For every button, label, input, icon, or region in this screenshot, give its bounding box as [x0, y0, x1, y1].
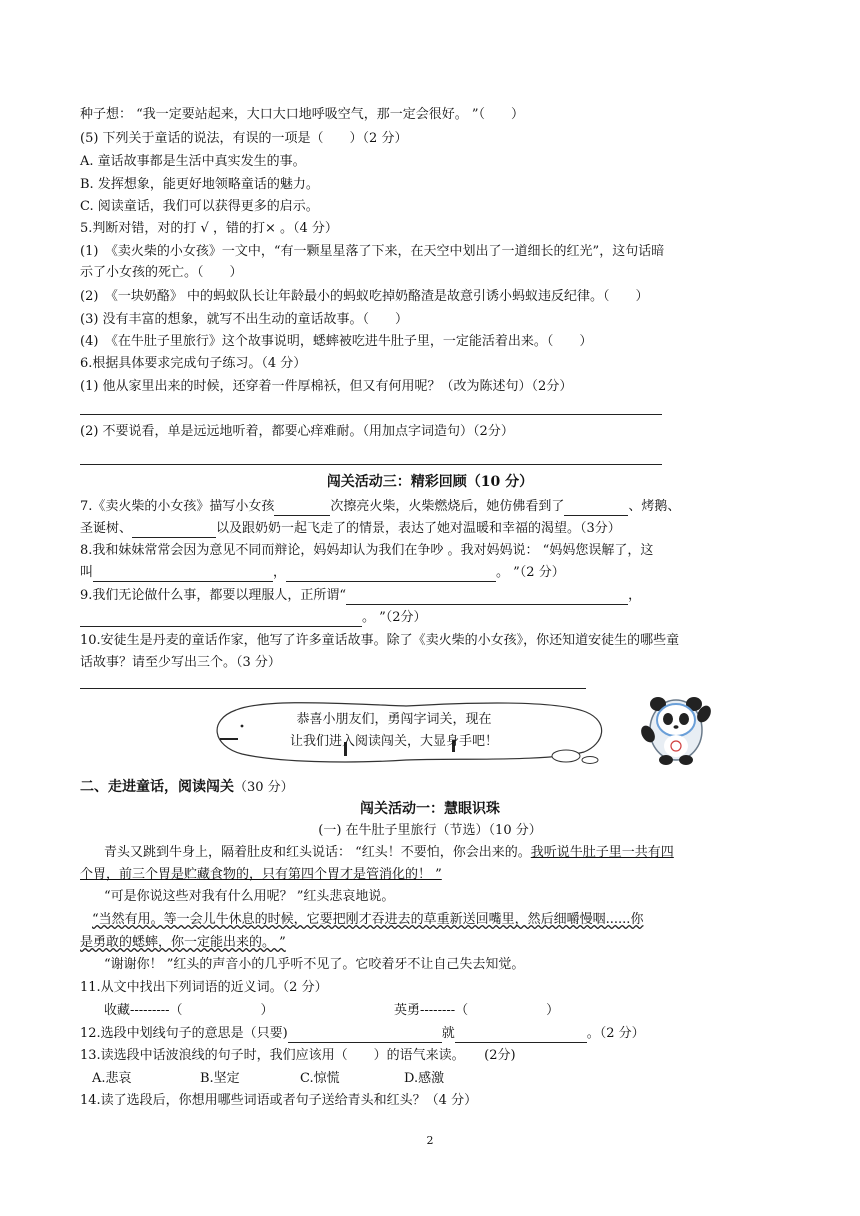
passage-paragraph-2: “可是你说这些对我有什么用呢？ ”红头悲哀地说。	[104, 889, 395, 904]
part-2-title: 二、走进童话，阅读闯关	[80, 779, 234, 795]
underlined-sentence: 我听说牛肚子里一共有四	[530, 845, 674, 860]
question-8-text: 。 ”（2 分）	[496, 565, 565, 580]
passage-title: (一) 在牛肚子里旅行（节选）（10 分）	[318, 823, 542, 838]
part-2-score: （30 分）	[234, 780, 294, 795]
question-7-text: 次擦亮火柴，火柴燃烧后，她仿佛看到了	[330, 499, 565, 514]
fill-blank[interactable]	[455, 1028, 587, 1043]
question-13: 13.读选段中话波浪线的句子时，我们应该用（ ）的语气来读。 (2分)	[80, 1048, 516, 1063]
question-10-line1: 10.安徒生是丹麦的童话作家，他写了许多童话故事。除了《卖火柴的小女孩》，你还知道安徒生的哪些童	[80, 633, 680, 648]
bubble-line-1: 恭喜小朋友们，勇闯字词关，现在	[296, 712, 492, 727]
question-12-text: 12.选段中划线句子的意思是（只要)	[80, 1026, 288, 1041]
question-11: 11.从文中找出下列词语的近义词。（2 分）	[80, 980, 328, 995]
judge-1-line2: 示了小女孩的死亡。（ ）	[80, 265, 243, 280]
passage-paragraph-4: “谢谢你！ ”红头的声音小的几乎听不见了。它咬着牙不让自己失去知觉。	[104, 957, 525, 972]
question-5-stem: (5) 下列关于童话的说法，有误的一项是（ ）（2 分）	[80, 131, 408, 146]
panda-mascot-icon	[636, 690, 716, 766]
passage-paragraph-3-line2	[80, 934, 286, 952]
question-9-text: 9.我们无论做什么事，都要以理服人，正所谓“	[80, 588, 347, 603]
option-c[interactable]: C.惊慌	[300, 1071, 340, 1086]
question-8-text: ，	[273, 565, 287, 580]
question-9-line1	[80, 587, 641, 605]
bubble-line-2: 让我们进入阅读闯关，大显身手吧！	[289, 734, 498, 749]
judge-4: (4) 《在牛肚子里旅行》这个故事说明，蟋蟀被吃进牛肚子里，一定能活着出来。（ ）	[80, 334, 593, 349]
seed-statement: 种子想： “我一定要站起来，大口大口地呼吸空气，那一定会很好。 ”（ ）	[80, 107, 525, 122]
fill-blank[interactable]	[288, 1028, 442, 1043]
question-7-text: 圣诞树、	[80, 521, 133, 536]
answer-line[interactable]	[80, 464, 662, 465]
question-12-text: 就	[441, 1026, 455, 1041]
question-8-line2	[80, 564, 565, 582]
underlined-sentence: 个胃，前三个胃是贮藏食物的，只有第四个胃才是管消化的！ ”	[80, 867, 442, 882]
question-14: 14.读了选段后，你想用哪些词语或者句子送给青头和红头？（4 分）	[80, 1093, 478, 1108]
question-7-text: 以及跟奶奶一起飞走了的情景，表达了她对温暖和幸福的渴望。（3分）	[216, 521, 621, 536]
fill-blank[interactable]	[274, 501, 330, 516]
passage-paragraph-1-line2	[80, 866, 442, 884]
question-11-item-a: 收藏---------（ ）	[104, 1003, 274, 1018]
question-5-option-b: B. 发挥想象，能更好地领略童话的魅力。	[80, 177, 319, 192]
question-5-option-a: A. 童话故事都是生活中真实发生的事。	[80, 154, 306, 169]
section-title-review: 闯关活动三：精彩回顾（10 分）	[326, 474, 534, 490]
option-d[interactable]: D.感激	[404, 1071, 445, 1086]
question-5-option-c: C. 阅读童话，我们可以获得更多的启示。	[80, 199, 319, 214]
question-6-1: (1) 他从家里出来的时候，还穿着一件厚棉袄，但又有何用呢？（改为陈述句）（2分）	[80, 379, 573, 394]
question-7-text: 7.《卖火柴的小女孩》描写小女孩	[80, 499, 275, 514]
answer-line[interactable]	[80, 688, 586, 689]
passage-paragraph-3-line1	[92, 911, 643, 929]
question-12-text: 。（2 分）	[586, 1026, 645, 1041]
question-12	[80, 1025, 645, 1043]
fill-blank[interactable]	[286, 567, 496, 582]
judge-3: (3) 没有丰富的想象，就写不出生动的童话故事。（ ）	[80, 312, 409, 327]
question-9-line2	[80, 609, 427, 627]
fill-blank[interactable]	[564, 501, 628, 516]
judge-1-line1: (1) 《卖火柴的小女孩》一文中，“有一颗星星落了下来，在天空中划出了一道细长的红光”，这句话暗	[80, 244, 665, 259]
question-9-text: ，	[628, 588, 642, 603]
part-2-heading	[80, 778, 294, 797]
fill-blank[interactable]	[93, 567, 273, 582]
question-6-2: (2) 不要说看，单是远远地听着，都要心痒难耐。（用加点字词造句）（2分）	[80, 424, 514, 439]
question-13-options	[92, 1070, 444, 1088]
judge-2: (2) 《一块奶酪》 中的蚂蚁队长让年龄最小的蚂蚁吃掉奶酪渣是故意引诱小蚂蚁违反纪律。（ ）	[80, 289, 649, 304]
question-8-text: 叫	[80, 565, 94, 580]
wavy-sentence: “当然有用。等一会儿牛休息的时候，它要把刚才吞进去的草重新送回嘴里，然后细嚼慢咽......你	[92, 912, 644, 927]
judge-heading: 5.判断对错，对的打 √ ，错的打× 。（4 分）	[80, 221, 338, 236]
page-number: 2	[426, 1134, 434, 1147]
question-11-item-b: 英勇--------（ ）	[394, 1003, 560, 1018]
question-10-line2: 话故事？请至少写出三个。（3 分）	[80, 655, 281, 670]
question-7-text: 、烤鹅、	[628, 499, 681, 514]
answer-line[interactable]	[80, 414, 662, 415]
fill-blank[interactable]	[80, 612, 362, 627]
wavy-sentence: 是勇敢的蟋蟀，你一定能出来的。 ”	[80, 935, 286, 950]
section-title-reading: 闯关活动一：慧眼识珠	[360, 801, 500, 817]
passage-text: 青头又跳到牛身上，隔着肚皮和红头说话： “红头！不要怕，你会出来的。	[104, 845, 531, 860]
option-b[interactable]: B.坚定	[200, 1071, 240, 1086]
question-6-heading: 6.根据具体要求完成句子练习。（4 分）	[80, 356, 307, 371]
passage-paragraph-1-line1	[104, 844, 674, 862]
speech-cloud	[206, 700, 616, 764]
question-9-text: 。 ”（2分）	[362, 610, 427, 625]
option-a[interactable]: A.悲哀	[92, 1071, 132, 1086]
fill-blank[interactable]	[132, 523, 216, 538]
fill-blank[interactable]	[346, 590, 628, 605]
question-7-line2	[80, 520, 621, 538]
question-8-line1: 8.我和妹妹常常会因为意见不同而辩论，妈妈却认为我们在争吵 。我对妈妈说： “妈妈您误解了，这	[80, 543, 654, 558]
question-7-line1	[80, 498, 680, 516]
